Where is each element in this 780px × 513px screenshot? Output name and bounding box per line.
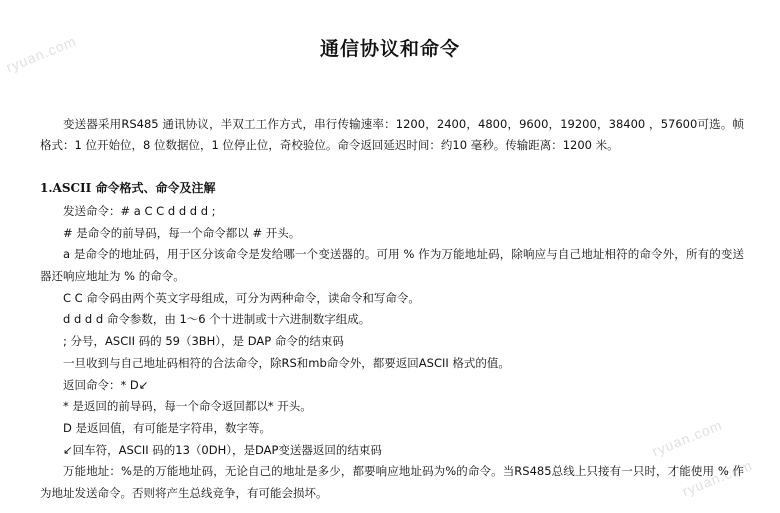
intro-paragraph: 变送器采用RS485 通讯协议，半双工工作方式，串行传输速率：1200，2400，4800，9600，19200，38400 ，57600可选。帧格式：1 位开始位，8 位数据位，1 位停止位，奇校验位。命令返回延迟时间：约10 毫秒。传输距离：1200 米。 — [40, 117, 744, 152]
watermark: ryuan.com — [679, 456, 755, 500]
return-prefix-description: * 是返回的前导码，每一个命令返回都以* 开头。 — [63, 399, 312, 414]
prefix-description: # 是命令的前导码，每一个命令都以 # 开头。 — [63, 225, 301, 240]
carriage-return-description: ↙回车符，ASCII 码的13（0DH），是DAP变送器返回的结束码 — [63, 442, 382, 457]
universal-address-description: 万能地址：%是的万能地址码，无论自己的地址是多少，都要响应地址码为%的命令。当RS485总线上只接有一只时，才能使用 % 作为地址发送命令。否则将产生总线竞争，有可能会损坏。 — [40, 464, 744, 500]
address-description: a 是命令的地址码，用于区分该命令是发给哪一个变送器的。可用 % 作为万能地址码，除响应与自己地址相符的命令外，所有的变送器还响应地址为 % 的命令。 — [40, 247, 744, 284]
parameter-description: d d d d 命令参数，由 1～6 个十进制或十六进制数字组成。 — [63, 312, 371, 327]
return-value-description: D 是返回值，有可能是字符串，数字等。 — [63, 420, 272, 435]
page-title: 通信协议和命令 — [319, 38, 460, 60]
command-description — [40, 201, 744, 505]
command-code-description: C C 命令码由两个英文字母组成，可分为两种命令，读命令和写命令。 — [63, 290, 420, 305]
return-command-line: 返回命令：* D↙ — [63, 377, 149, 392]
watermark: ryuan.com — [3, 32, 79, 76]
terminator-description: ; 分号，ASCII 码的 59（3BH），是 DAP 命令的结束码 — [63, 334, 344, 349]
watermark: ryuan.com — [649, 416, 725, 460]
response-rule: 一旦收到与自己地址码相符的合法命令，除RS和mb命令外，都要返回ASCII 格式的值。 — [63, 355, 510, 370]
send-command-line: 发送命令：# a C C d d d d ; — [63, 204, 216, 218]
section-heading: 1.ASCII 命令格式、命令及注解 — [40, 181, 216, 195]
